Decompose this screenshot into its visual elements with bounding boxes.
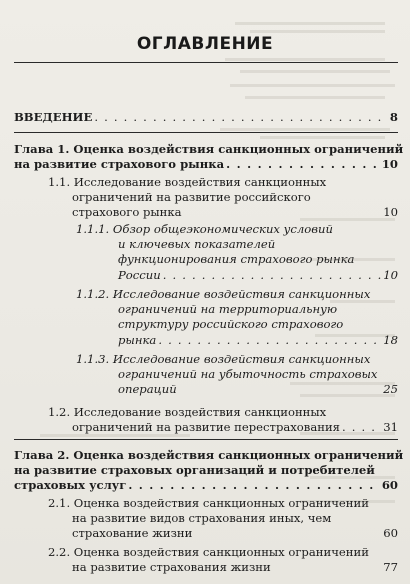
toc-entry-chapter-2 xyxy=(14,448,404,494)
toc-entry-1-1-1 xyxy=(76,222,398,283)
entry-line: 2.2. Оценка воздействия санкционных ограничений xyxy=(48,545,369,559)
page-number: 10 xyxy=(383,267,398,282)
toc-entry-1-2 xyxy=(48,405,398,435)
page-number: 10 xyxy=(381,157,398,172)
entry-line: на развитие страхового рынка xyxy=(14,157,225,172)
entry-line: структуру российского страхового xyxy=(118,317,344,332)
section-rule xyxy=(14,132,398,133)
section-rule xyxy=(14,439,398,440)
entry-line: на развитие видов страхования иных, чем xyxy=(72,511,332,526)
entry-line: России xyxy=(118,267,161,282)
entry-line: ограничений на территориальную xyxy=(118,302,338,317)
page-number: 10 xyxy=(383,205,398,220)
toc-entry-introduction xyxy=(14,110,398,125)
entry-line: операций xyxy=(118,382,177,397)
entry-line: 1.1.1. Обзор общеэкономических условий xyxy=(76,222,333,236)
entry-line: 1.2. Исследование воздействия санкционных xyxy=(48,405,327,419)
leader-dots xyxy=(342,420,381,435)
entry-line: страхование жизни xyxy=(72,526,193,541)
entry-line: Глава 2. Оценка воздействия санкционных ограничений xyxy=(14,448,404,462)
toc-entry-2-2 xyxy=(48,545,398,575)
leader-dots xyxy=(94,110,388,125)
leader-dots xyxy=(226,157,380,172)
entry-label: ВВЕДЕНИЕ xyxy=(14,110,93,124)
top-rule xyxy=(14,62,398,63)
entry-line: на развитие страховых организаций и потребителей xyxy=(14,463,375,478)
toc-entry-2-1 xyxy=(48,496,398,542)
entry-line: ограничений на развитие российского xyxy=(72,190,311,205)
leader-dots xyxy=(163,268,382,283)
entry-line: Глава 1. Оценка воздействия санкционных ограничений xyxy=(14,142,404,156)
entry-line: рынка xyxy=(118,332,157,347)
entry-line: ограничений на развитие перестрахования xyxy=(72,420,340,435)
toc-entry-chapter-1 xyxy=(14,142,404,172)
toc-entry-1-1-2 xyxy=(76,287,398,348)
entry-line: и ключевых показателей xyxy=(118,237,276,252)
toc-entry-1-1-3 xyxy=(76,352,398,398)
entry-line: страхового рынка xyxy=(72,205,182,220)
page-number: 18 xyxy=(383,332,398,347)
entry-line: 2.1. Оценка воздействия санкционных ограничений xyxy=(48,496,369,510)
entry-line: функционирования страхового рынка xyxy=(118,252,355,267)
entry-line: на развитие страхования жизни xyxy=(72,560,271,575)
leader-dots xyxy=(128,478,380,493)
page-number: 60 xyxy=(383,526,398,541)
leader-dots xyxy=(158,333,381,348)
toc-entry-1-1 xyxy=(48,175,398,221)
page-number: 31 xyxy=(383,420,398,435)
page-number: 77 xyxy=(383,560,398,575)
entry-line: 1.1. Исследование воздействия санкционных xyxy=(48,175,327,189)
page-number: 60 xyxy=(381,478,398,493)
entry-line: ограничений на убыточность страховых xyxy=(118,367,378,382)
entry-line: страховых услуг xyxy=(14,478,127,493)
page-number: 8 xyxy=(389,110,398,124)
page-number: 25 xyxy=(383,382,398,397)
entry-line: 1.1.3. Исследование воздействия санкционных xyxy=(76,352,371,366)
toc-heading: ОГЛАВЛЕНИЕ xyxy=(136,34,274,54)
entry-line: 1.1.2. Исследование воздействия санкционных xyxy=(76,287,371,301)
